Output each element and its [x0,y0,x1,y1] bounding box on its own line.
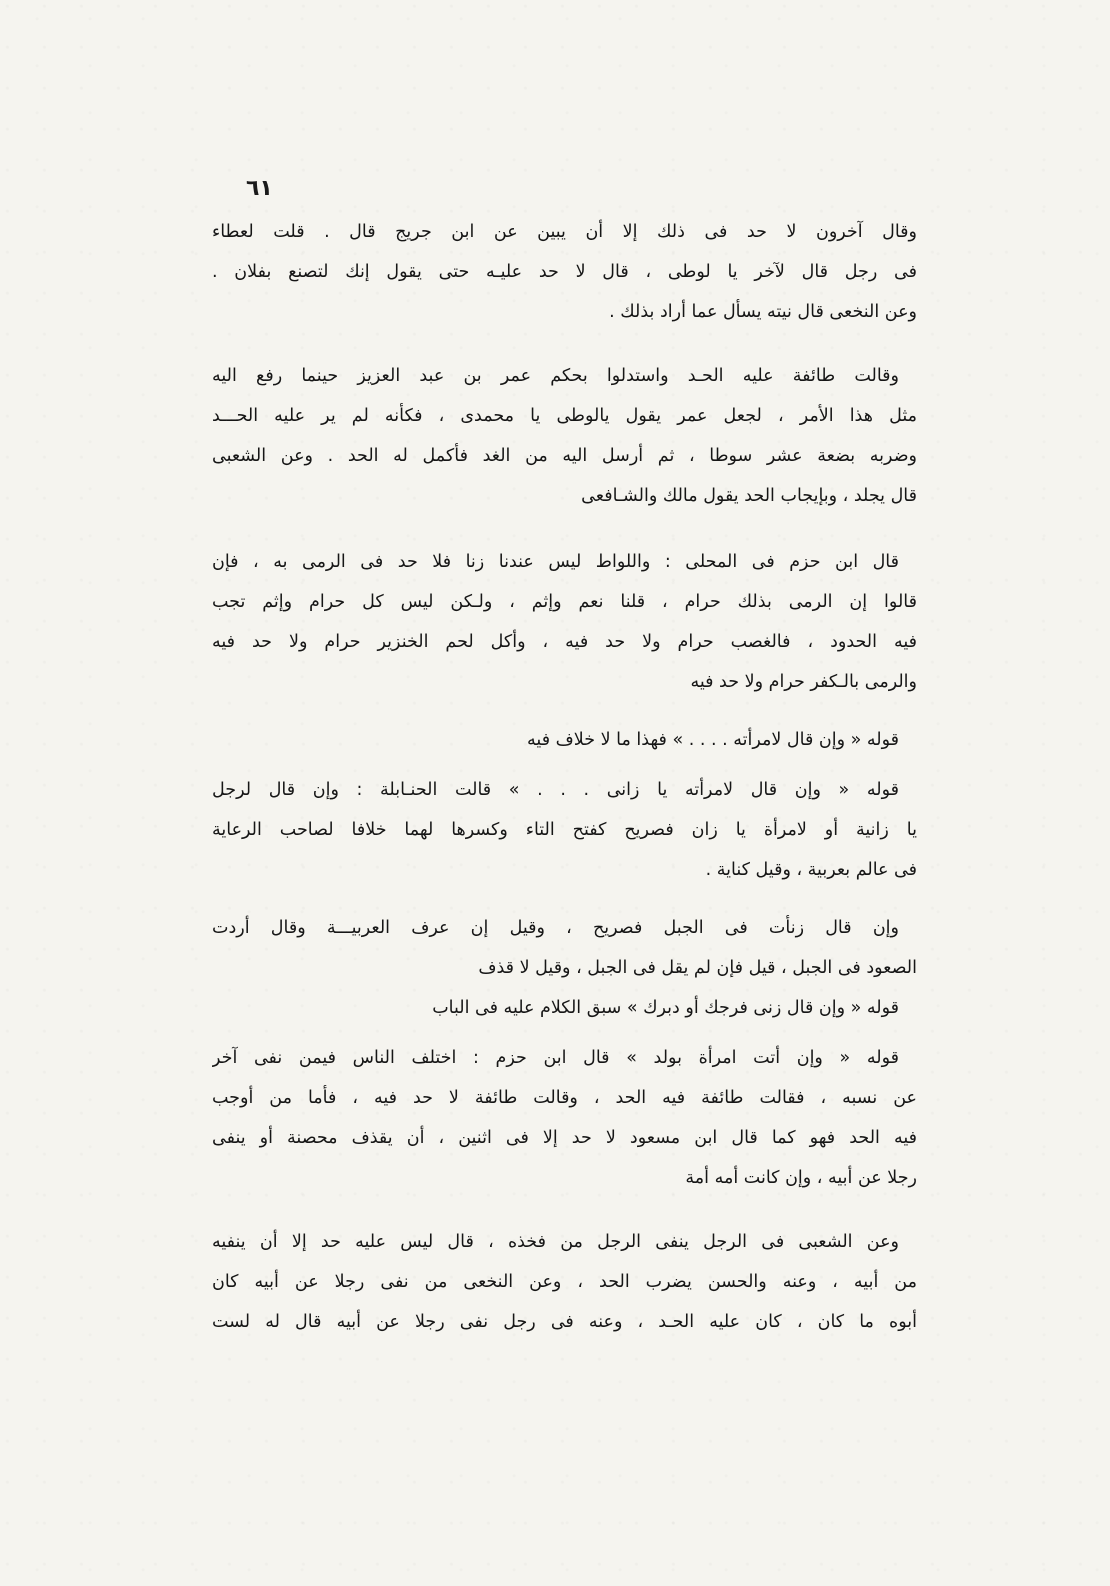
text-line: قوله « وإن قال زنى فرجك أو دبرك » سبق الكلام عليه فى الباب [432,998,899,1018]
text-line: فيه الحد فهو كما قال ابن مسعود لا حد إلا فى اثنين ، أن يقذف محصنة أو ينفى [212,1128,917,1148]
text-line: الصعود فى الجبل ، قيل فإن لم يقل فى الجبل ، وقيل لا قذف [478,958,917,978]
paragraph-2 [212,356,917,516]
text-line: عن نسبه ، فقالت طائفة فيه الحد ، وقالت طائفة لا حد فيه ، فأما من أوجب [212,1088,917,1108]
paragraph-9 [212,1222,917,1342]
text-line: وقالت طائفة عليه الحـد واستدلوا بحكم عمر بن عبد العزيز حينما رفع اليه [212,366,899,386]
text-line: فى رجل قال لآخر يا لوطى ، قال لا حد عليـه حتى يقول إنك لتصنع بفلان . [212,262,917,282]
text-line: قال ابن حزم فى المحلى : واللواط ليس عندنا زنا فلا حد فى الرمى به ، فإن [212,552,899,572]
paragraph-6 [212,908,917,988]
text-line: والرمى بالـكفر حرام ولا حد فيه [690,672,917,692]
text-line: رجلا عن أبيه ، وإن كانت أمه أمة [685,1168,917,1188]
paragraph-3 [212,542,917,702]
text-line: وعن النخعى قال نيته يسأل عما أراد بذلك . [609,302,917,322]
text-line: قوله « وإن قال لامرأته . . . . » فهذا ما لا خلاف فيه [527,730,899,750]
paragraph-5 [212,770,917,890]
text-line: وضربه بضعة عشر سوطا ، ثم أرسل اليه من الغد فأكمل له الحد . وعن الشعبى [212,446,917,466]
text-line: فيه الحدود ، فالغصب حرام ولا حد فيه ، وأكل لحم الخنزير حرام ولا حد فيه [212,632,917,652]
paragraph-4 [212,720,917,760]
text-line: مثل هذا الأمر ، لجعل عمر يقول يالوطى يا محمدى ، فكأنه لم ير عليه الحـــد [212,406,917,426]
text-line: يا زانية أو لامرأة يا زان فصريح كفتح التاء وكسرها لهما خلافا لصاحب الرعاية [212,820,917,840]
text-line: وإن قال زنأت فى الجبل فصريح ، وقيل إن عرف العربيـــة وقال أردت [212,918,899,938]
paragraph-1 [212,212,917,332]
paragraph-8 [212,1038,917,1198]
text-line: وعن الشعبى فى الرجل ينفى الرجل من فخذه ، قال ليس عليه حد إلا أن ينفيه [212,1232,899,1252]
text-line: قوله « وإن قال لامرأته يا زانى . . . » قالت الحنـابلة : وإن قال لرجل [212,780,899,800]
text-line: قوله « وإن أتت امرأة بولد » قال ابن حزم : اختلف الناس فيمن نفى آخر [212,1048,899,1068]
text-line: أبوه ما كان ، كان عليه الحـد ، وعنه فى رجل نفى رجلا عن أبيه قال له لست [212,1312,917,1332]
text-line: فى عالم بعربية ، وقيل كناية . [705,860,917,880]
text-line: من أبيه ، وعنه والحسن يضرب الحد ، وعن النخعى من نفى رجلا عن أبيه كان [212,1272,917,1292]
text-line: وقال آخرون لا حد فى ذلك إلا أن يبين عن ابن جريج قال . قلت لعطاء [212,222,917,242]
text-line: قال يجلد ، وبإيجاب الحد يقول مالك والشـافعى [581,486,917,506]
paragraph-7 [212,988,917,1028]
text-line: قالوا إن الرمى بذلك حرام ، قلنا نعم وإثم ، ولـكن ليس كل حرام وإثم تجب [212,592,917,612]
page-number: ٦١ [246,176,273,201]
